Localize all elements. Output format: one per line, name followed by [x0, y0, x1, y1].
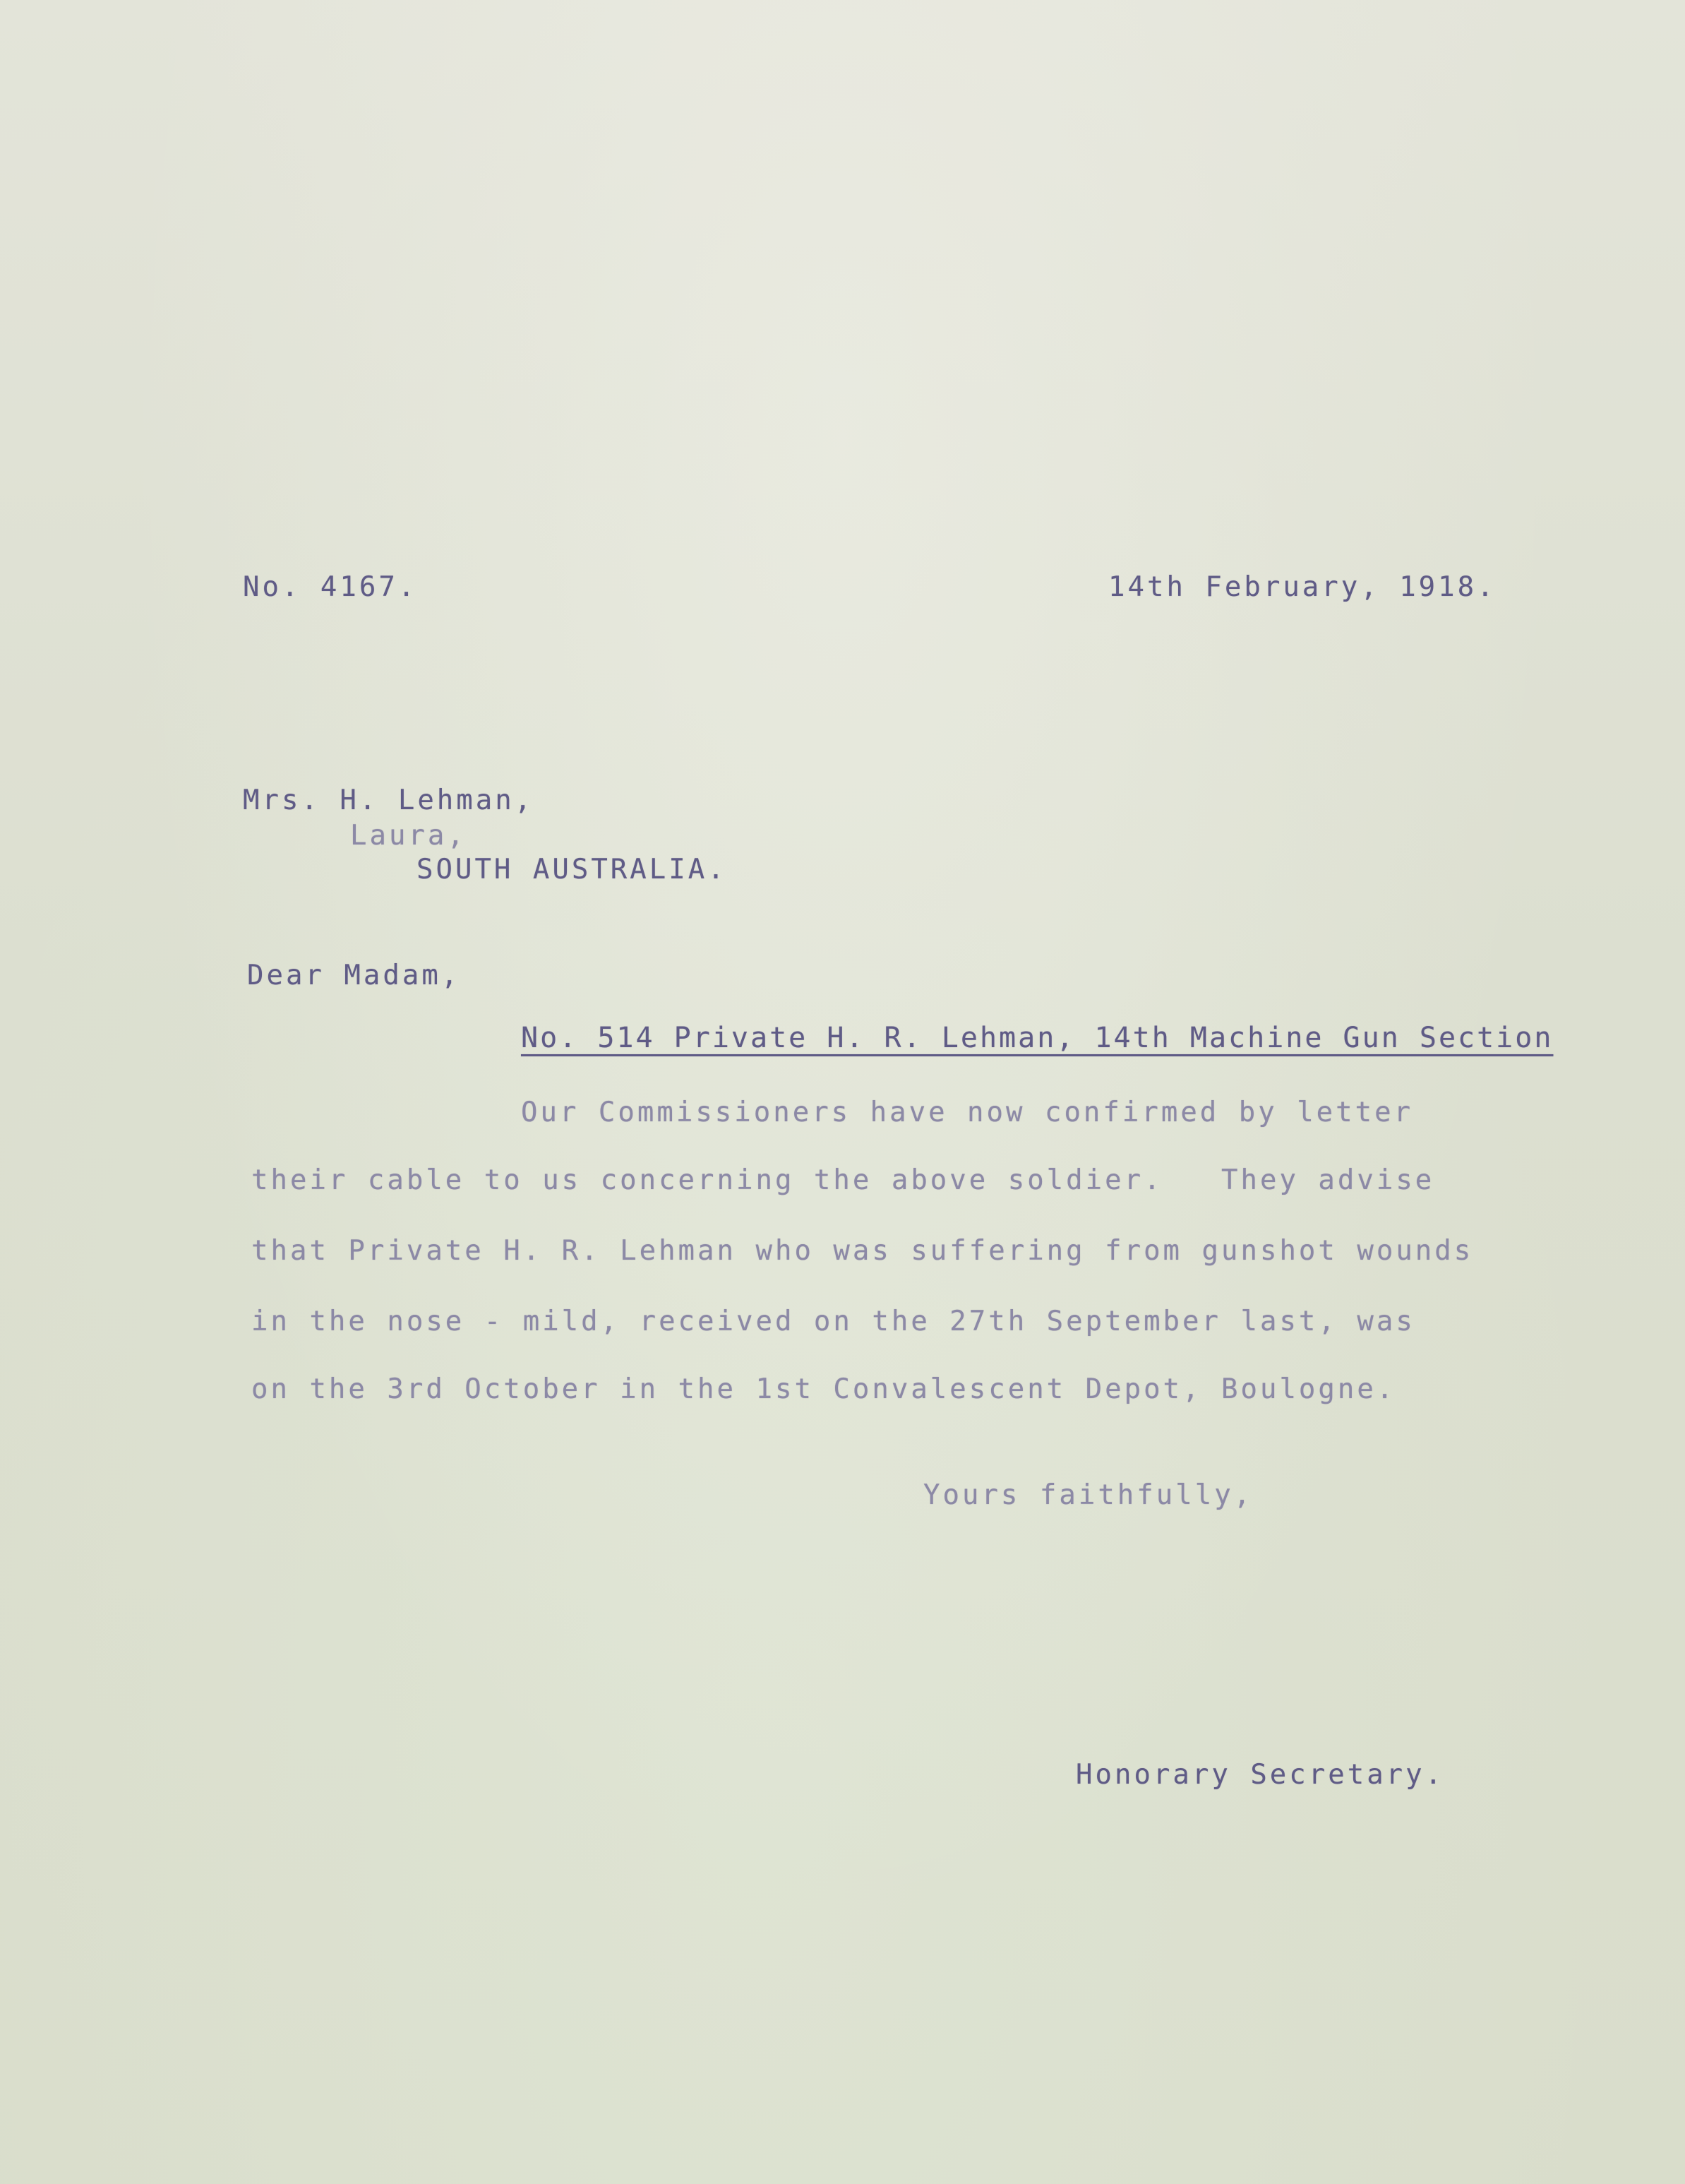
- body-line: that Private H. R. Lehman who was suffering from gunshot wounds: [251, 1235, 1474, 1267]
- reference-number: No. 4167.: [243, 571, 418, 603]
- letter-date: 14th February, 1918.: [1108, 571, 1497, 603]
- salutation: Dear Madam,: [247, 960, 461, 991]
- recipient-state: SOUTH AUSTRALIA.: [416, 854, 727, 885]
- signatory-title: Honorary Secretary.: [1076, 1759, 1445, 1791]
- recipient-town: Laura,: [350, 820, 467, 852]
- body-line: on the 3rd October in the 1st Convalescent Depot, Boulogne.: [251, 1373, 1396, 1405]
- closing: Yours faithfully,: [923, 1479, 1254, 1511]
- body-line: their cable to us concerning the above soldier. They advise: [251, 1164, 1435, 1196]
- body-line: Our Commissioners have now confirmed by letter: [521, 1097, 1414, 1128]
- subject-line: No. 514 Private H. R. Lehman, 14th Machine Gun Section: [521, 1022, 1554, 1054]
- recipient-name: Mrs. H. Lehman,: [243, 784, 534, 816]
- body-line: in the nose - mild, received on the 27th September last, was: [251, 1306, 1415, 1337]
